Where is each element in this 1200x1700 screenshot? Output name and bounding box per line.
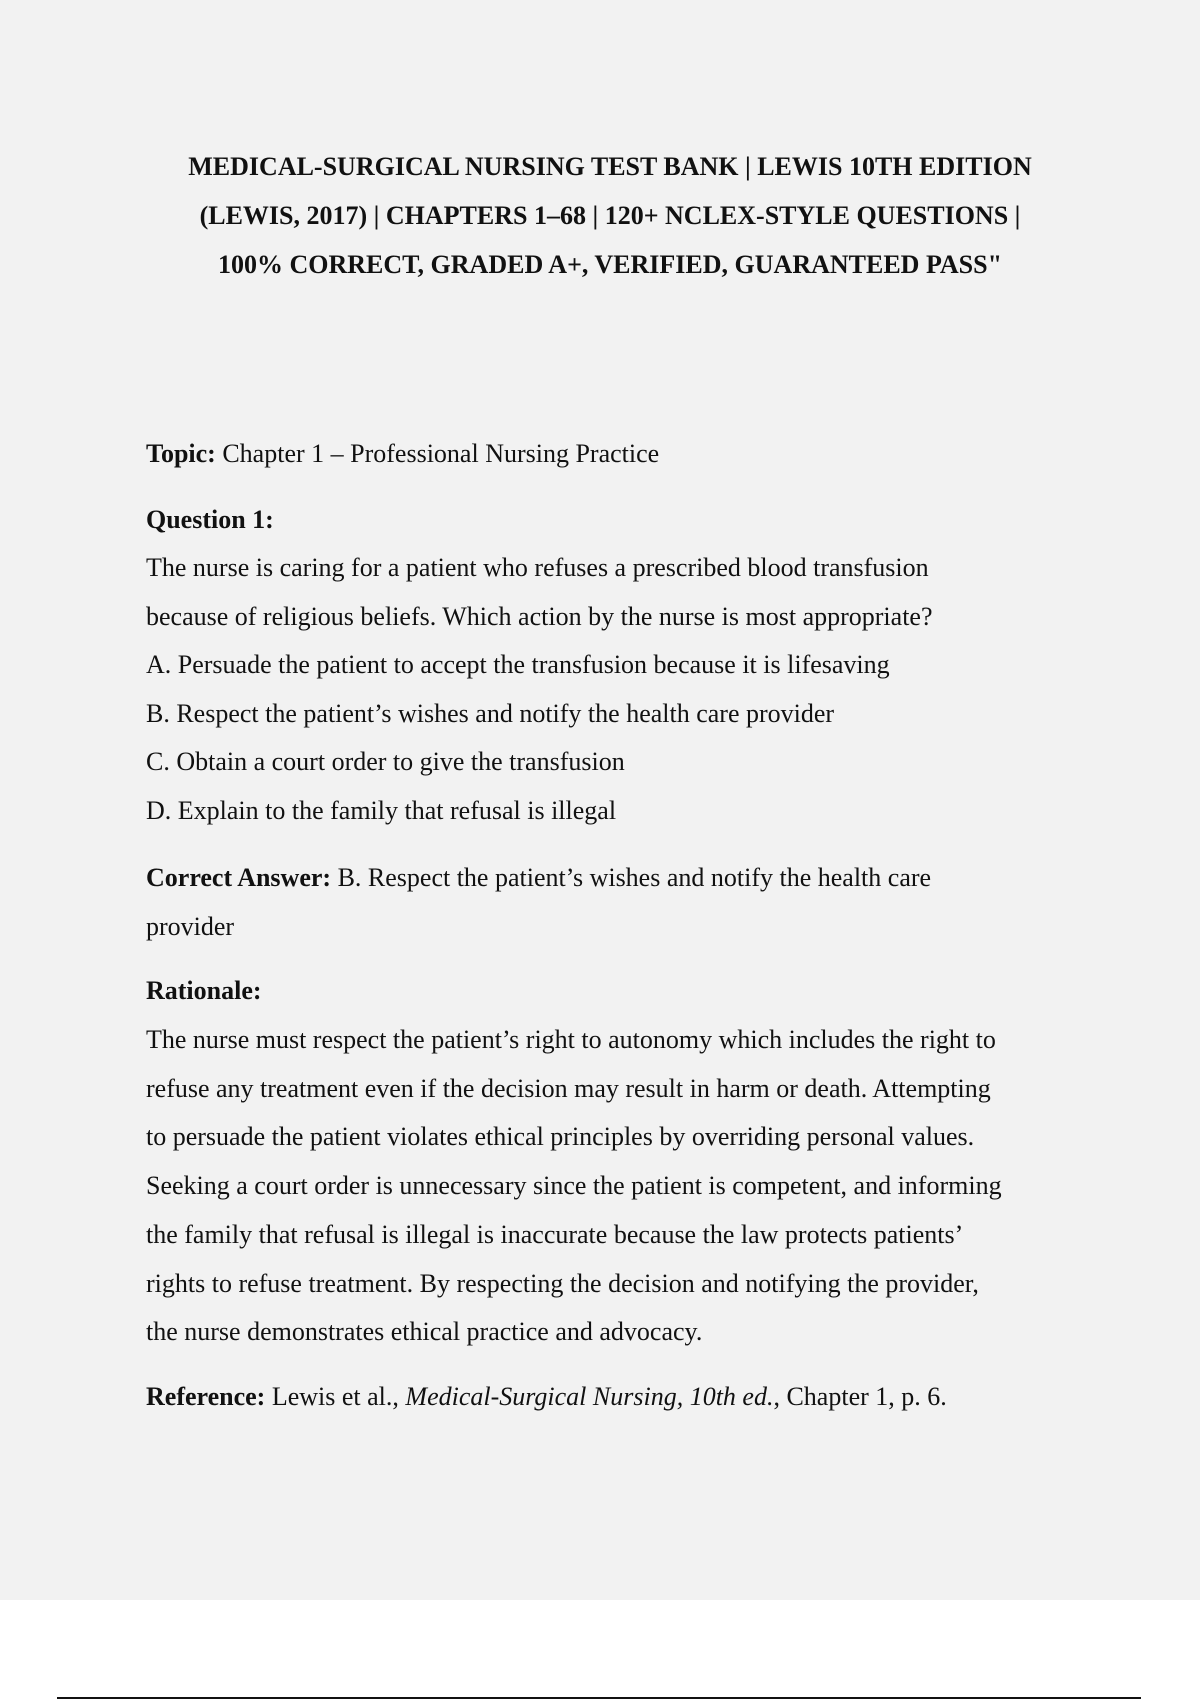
- topic-value: Chapter 1 – Professional Nursing Practice: [222, 439, 660, 468]
- answer-option-d: D. Explain to the family that refusal is illegal: [146, 796, 617, 825]
- rationale-line: Seeking a court order is unnecessary since the patient is competent, and informing: [146, 1171, 1002, 1200]
- question-label: Question 1:: [146, 505, 274, 534]
- reference-location: , Chapter 1, p. 6.: [773, 1382, 947, 1411]
- rationale-line: the nurse demonstrates ethical practice and advocacy.: [146, 1317, 703, 1346]
- question-stem-line: because of religious beliefs. Which action by the nurse is most appropriate?: [146, 602, 933, 631]
- reference-line: [146, 1381, 947, 1413]
- rationale-line: to persuade the patient violates ethical principles by overriding personal values.: [146, 1122, 975, 1151]
- answer-option-c: C. Obtain a court order to give the transfusion: [146, 747, 625, 776]
- correct-answer-continuation: provider: [146, 912, 235, 941]
- rationale-line: rights to refuse treatment. By respecting the decision and notifying the provider,: [146, 1269, 979, 1298]
- reference-authors: Lewis et al.,: [271, 1382, 399, 1411]
- correct-answer-label: Correct Answer:: [146, 863, 332, 892]
- answer-option-b: B. Respect the patient’s wishes and notify the health care provider: [146, 699, 835, 728]
- rationale-line: the family that refusal is illegal is inaccurate because the law protects patients’: [146, 1220, 964, 1249]
- rationale-line: The nurse must respect the patient’s right to autonomy which includes the right to: [146, 1025, 996, 1054]
- correct-answer-value: B. Respect the patient’s wishes and notify the health care: [337, 863, 932, 892]
- topic-label: Topic:: [146, 439, 216, 468]
- title-line: 100% CORRECT, GRADED A+, VERIFIED, GUARANTEED PASS": [217, 250, 1003, 279]
- answer-option-a: A. Persuade the patient to accept the transfusion because it is lifesaving: [146, 650, 890, 679]
- reference-book-title: Medical-Surgical Nursing, 10th ed.: [405, 1382, 774, 1411]
- correct-answer-line: [146, 862, 931, 894]
- rationale-line: refuse any treatment even if the decision may result in harm or death. Attempting: [146, 1074, 991, 1103]
- document-title: [146, 142, 1074, 289]
- topic-line: [146, 438, 659, 470]
- footer-divider: [57, 1697, 1141, 1699]
- title-line: (LEWIS, 2017) | CHAPTERS 1–68 | 120+ NCLEX-STYLE QUESTIONS |: [199, 201, 1021, 230]
- rationale-label: Rationale:: [146, 976, 262, 1005]
- reference-label: Reference:: [146, 1382, 266, 1411]
- question-stem-line: The nurse is caring for a patient who refuses a prescribed blood transfusion: [146, 553, 929, 582]
- title-line: MEDICAL-SURGICAL NURSING TEST BANK | LEWIS 10TH EDITION: [188, 152, 1032, 181]
